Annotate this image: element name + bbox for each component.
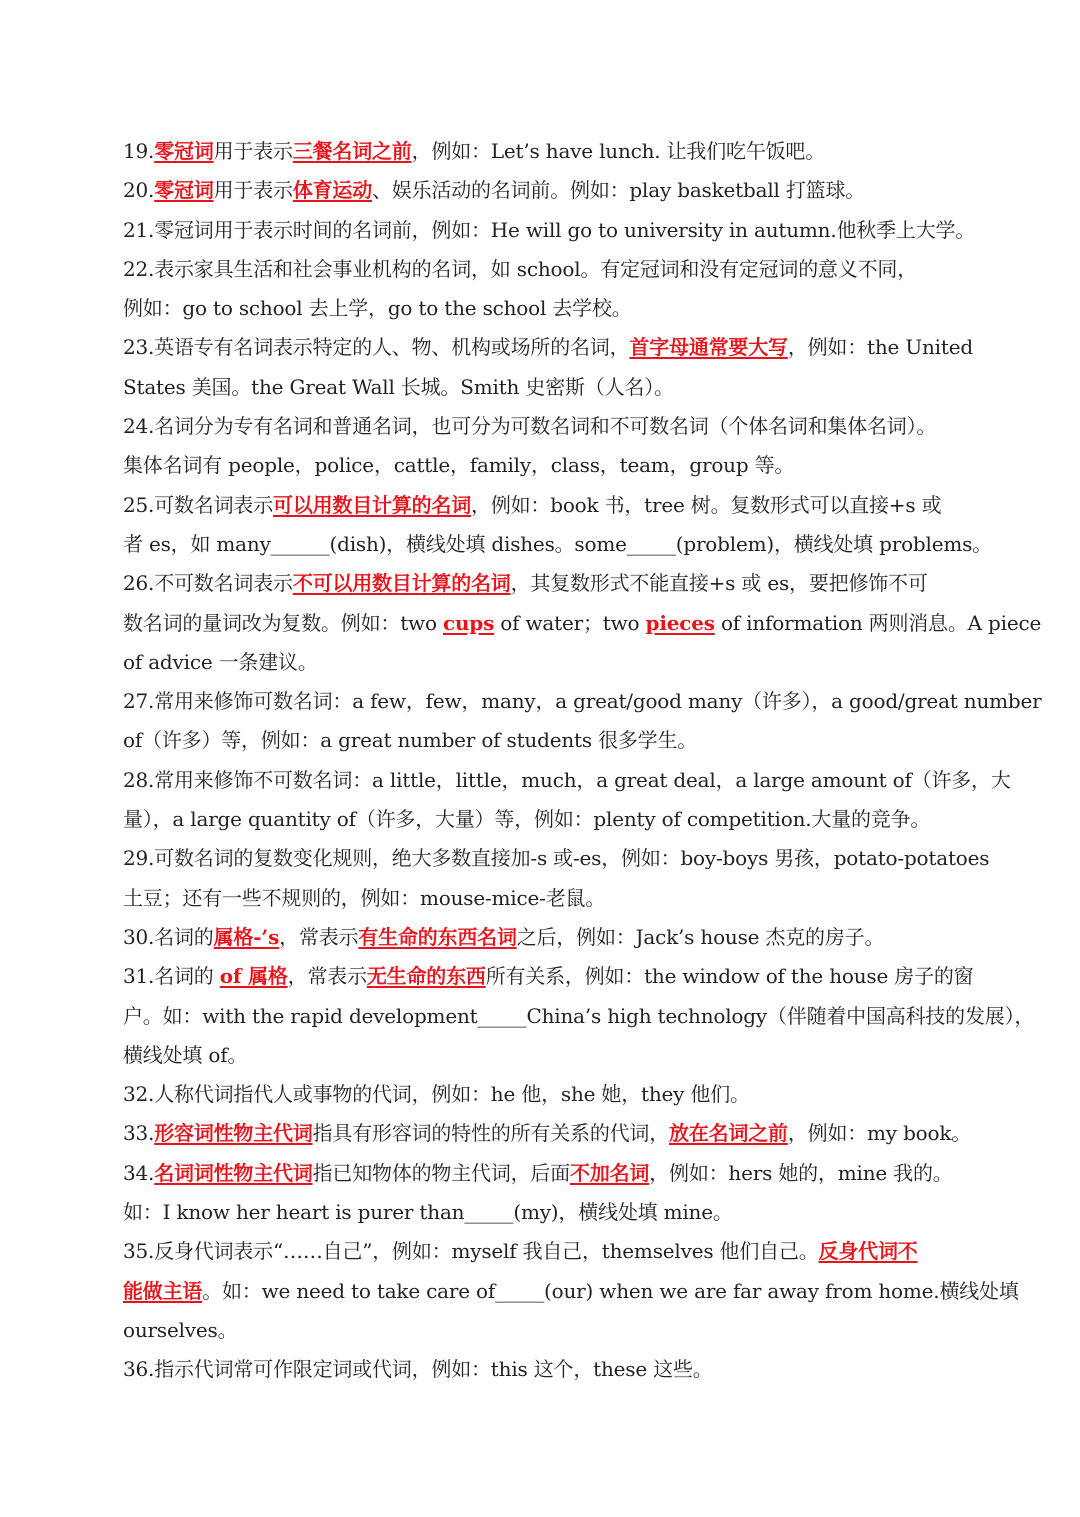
text-segment: 23.英语专有名词表示特定的人、物、机构或场所的名词， (123, 335, 630, 360)
text-segment: 33. (123, 1121, 155, 1146)
highlighted-keyword: 首字母通常要大写 (629, 335, 788, 360)
highlighted-keyword: 形容词性物主代词 (154, 1121, 313, 1146)
text-segment: 、娱乐活动的名词前。例如：play basketball 打篮球。 (372, 178, 866, 203)
text-segment: 如：I know her heart is purer than_____(my)，横线处填 mine。 (123, 1200, 733, 1225)
highlighted-keyword: 不可以用数目计算的名词 (292, 571, 511, 596)
text-segment: ，常表示 (279, 924, 359, 949)
highlighted-keyword: 零冠词 (154, 139, 214, 163)
highlighted-keyword: 名词词性物主代词 (154, 1160, 313, 1185)
text-line (123, 721, 983, 760)
text-segment: 19. (123, 139, 155, 163)
text-line (123, 132, 983, 171)
text-segment: 24.名词分为专有名词和普通名词，也可分为可数名词和不可数名词（个体名词和集体名词）。 (123, 414, 937, 439)
text-segment: 之后，例如：Jack’s house 杰克的房子。 (516, 924, 885, 949)
highlighted-keyword: 三餐名词之前 (292, 139, 412, 163)
text-segment: 32.人称代词指代人或事物的代词，例如：he 他，she 她，they 他们。 (123, 1082, 750, 1107)
highlighted-keyword: cups (442, 610, 495, 635)
text-segment: 21.零冠词用于表示时间的名词前，例如：He will go to university in autumn.他秋季上大学。 (123, 217, 976, 242)
text-segment: 27.常用来修饰可数名词：a few，few，many，a great/good many（许多），a good/great number (123, 689, 1042, 714)
highlighted-keyword: 放在名词之前 (669, 1121, 788, 1146)
text-line (123, 564, 983, 603)
text-line (123, 918, 983, 957)
text-segment: 20. (123, 178, 155, 203)
text-segment: 者 es，如 many______(dish)，横线处填 dishes。some_____(problem)，横线处填 problems。 (123, 531, 992, 556)
highlighted-keyword: 能做主语 (123, 1278, 203, 1303)
text-line (123, 604, 1042, 643)
text-segment: 31.名词的 (123, 964, 220, 989)
text-segment: 25.可数名词表示 (123, 492, 274, 517)
text-segment: 所有关系，例如：the window of the house 房子的窗 (485, 964, 974, 989)
text-segment: 土豆；还有一些不规则的，例如：mouse-mice-老鼠。 (123, 885, 606, 910)
text-segment: ，例如：hers 她的，mine 我的。 (649, 1160, 953, 1185)
text-line (123, 800, 983, 839)
text-line (123, 407, 983, 446)
text-line (123, 879, 983, 918)
text-segment: 35.反身代词表示“……自己”，例如：myself 我自己，themselves 他们自己。 (123, 1239, 819, 1264)
text-segment: 集体名词有 people，police，cattle，family，class，team，group 等。 (123, 453, 795, 478)
document-body (123, 132, 1042, 1390)
text-segment: 29.可数名词的复数变化规则，绝大多数直接加-s 或-es，例如：boy-boys 男孩，potato-potatoes (123, 846, 990, 871)
text-line (123, 289, 983, 328)
text-line (123, 211, 983, 250)
text-segment: of water；two (494, 610, 646, 635)
text-line (123, 1036, 983, 1075)
highlighted-keyword: 属格-’s (213, 924, 280, 949)
text-line (123, 1154, 983, 1193)
text-segment: 30.名词的 (123, 924, 214, 949)
text-segment: 36.指示代词常可作限定词或代词，例如：this 这个，these 这些。 (123, 1357, 713, 1382)
text-line (123, 839, 990, 878)
text-segment: 横线处填 of。 (123, 1042, 248, 1067)
text-segment: ，例如：the United (787, 335, 973, 360)
text-line (123, 997, 1035, 1036)
text-line (123, 1193, 983, 1232)
text-line (123, 682, 1042, 721)
highlighted-keyword: 零冠词 (154, 178, 214, 203)
text-line (123, 486, 983, 525)
text-segment: of advice 一条建议。 (123, 649, 318, 674)
text-line (123, 171, 983, 210)
text-line (123, 1232, 983, 1271)
text-line (123, 250, 983, 289)
highlighted-keyword: pieces (645, 610, 715, 635)
highlighted-keyword: 无生命的东西 (366, 964, 486, 989)
text-line (123, 1075, 983, 1114)
text-segment: 指已知物体的物主代词，后面 (312, 1160, 571, 1185)
text-segment: ，例如：Let’s have lunch. 让我们吃午饭吧。 (411, 139, 826, 163)
text-segment: of information 两则消息。A piece (714, 610, 1042, 635)
text-segment: 26.不可数名词表示 (123, 571, 293, 596)
text-segment: ，常表示 (287, 964, 367, 989)
text-segment: ，其复数形式不能直接+s 或 es，要把修饰不可 (510, 571, 928, 596)
text-line (123, 1350, 983, 1389)
text-line (123, 446, 983, 485)
text-segment: 28.常用来修饰不可数名词：a little，little，much，a great deal，a large amount of（许多，大 (123, 767, 1011, 792)
text-segment: 22.表示家具生活和社会事业机构的名词，如 school。有定冠词和没有定冠词的意义不同， (123, 256, 917, 281)
text-segment: ，例如：my book。 (787, 1121, 972, 1146)
text-line (123, 368, 983, 407)
text-line (123, 1311, 983, 1350)
text-segment: 用于表示 (213, 139, 293, 163)
highlighted-keyword: 可以用数目计算的名词 (273, 492, 472, 517)
text-segment: 。如：we need to take care of_____(our) when we are far away from home.横线处填 (202, 1278, 1019, 1303)
text-segment: 例如：go to school 去上学，go to the school 去学校。 (123, 296, 632, 321)
text-line (123, 643, 983, 682)
text-segment: of（许多）等，例如：a great number of students 很多学生。 (123, 728, 698, 753)
text-segment: ，例如：book 书，tree 树。复数形式可以直接+s 或 (471, 492, 942, 517)
text-segment: 户。如：with the rapid development_____China’s high technology（伴随着中国高科技的发展）， (123, 1003, 1035, 1028)
text-segment: 用于表示 (213, 178, 293, 203)
highlighted-keyword: of 属格 (219, 964, 288, 989)
text-line (123, 957, 983, 996)
text-line (123, 1114, 983, 1153)
highlighted-keyword: 反身代词不 (818, 1239, 918, 1264)
text-segment: 量），a large quantity of（许多，大量）等，例如：plenty of competition.大量的竞争。 (123, 807, 931, 832)
text-line (123, 761, 1011, 800)
text-segment: 34. (123, 1160, 155, 1185)
text-line (123, 1272, 1019, 1311)
highlighted-keyword: 有生命的东西名词 (358, 924, 517, 949)
text-segment: ourselves。 (123, 1317, 238, 1342)
text-segment: States 美国。the Great Wall 长城。Smith 史密斯（人名）。 (123, 374, 674, 399)
highlighted-keyword: 不加名词 (570, 1160, 650, 1185)
text-line (123, 328, 983, 367)
text-segment: 数名词的量词改为复数。例如：two (123, 610, 443, 635)
text-line (123, 525, 992, 564)
highlighted-keyword: 体育运动 (292, 178, 373, 203)
text-segment: 指具有形容词的特性的所有关系的代词， (312, 1121, 670, 1146)
